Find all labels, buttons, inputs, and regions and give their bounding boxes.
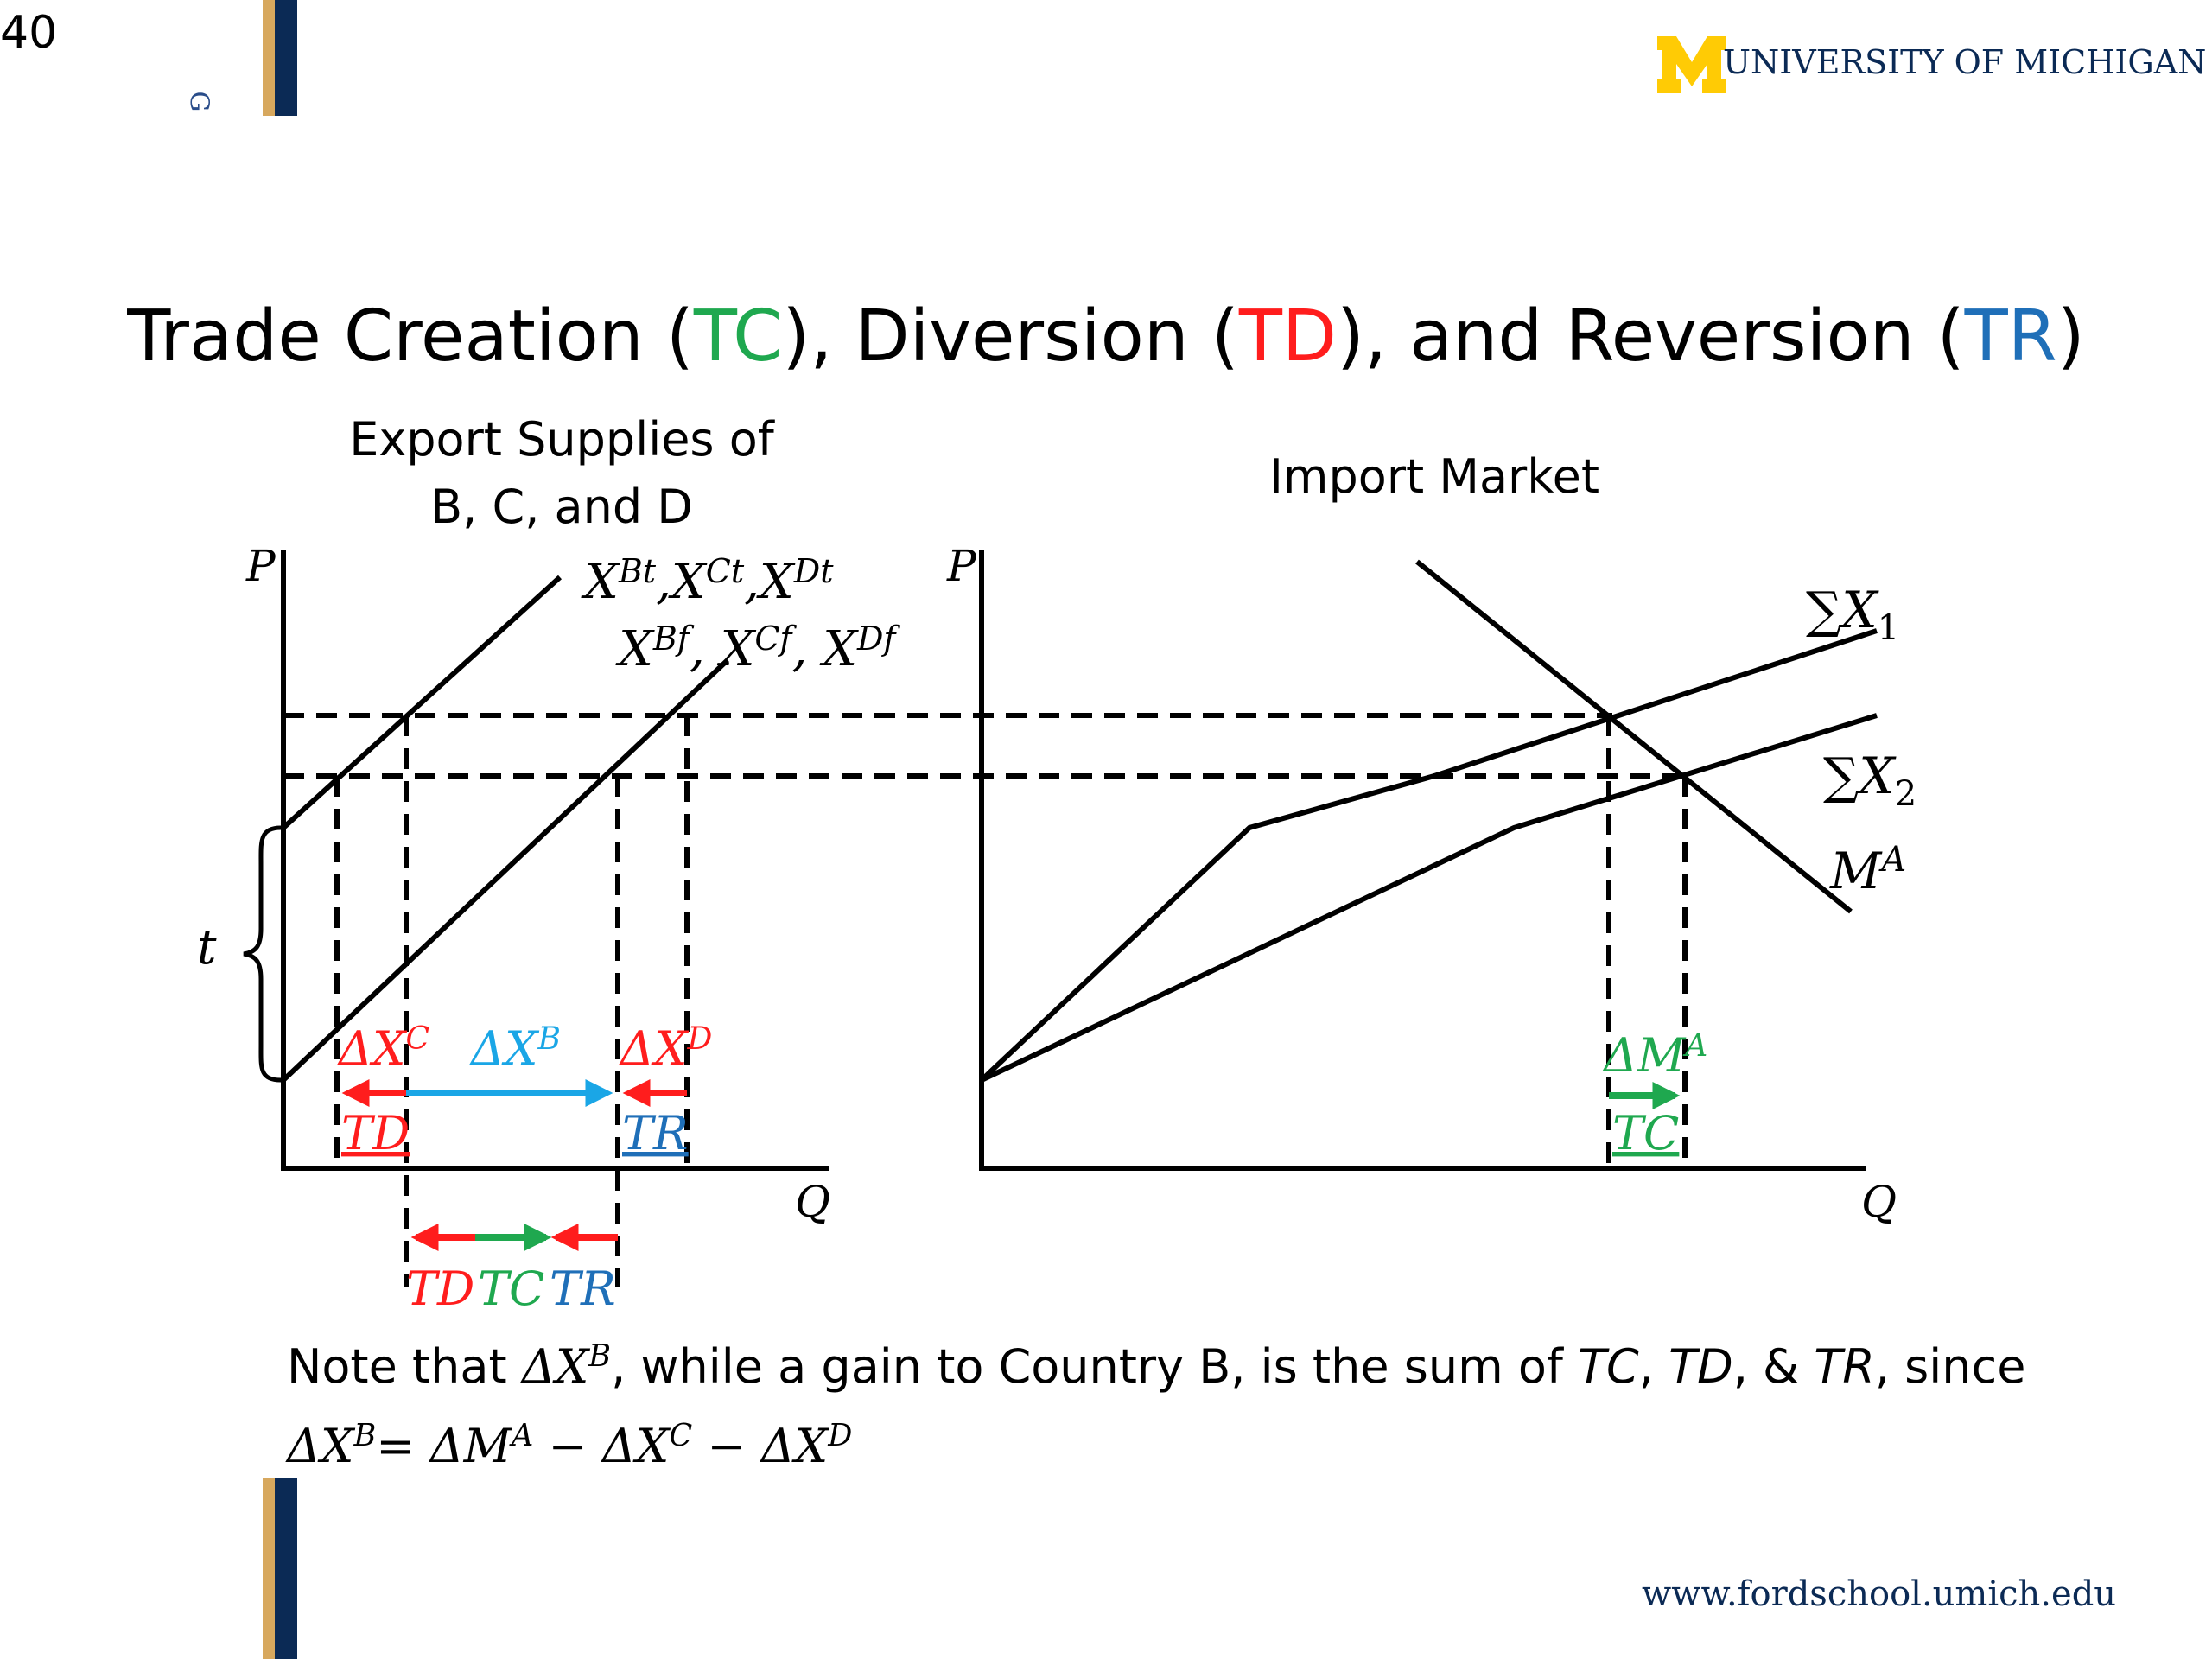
- td-label: TD: [341, 1106, 410, 1160]
- import-demand-ma: [1417, 562, 1851, 912]
- right-axis-q: Q: [1861, 1177, 1897, 1227]
- supply-free-line: [283, 660, 728, 1080]
- left-axis-q: Q: [795, 1177, 830, 1227]
- supply-tariff-label: $X^{Bt},X^{Ct},X^{Dt}$: [584, 552, 834, 610]
- dxd-label: $\Delta X^D$: [620, 1021, 713, 1076]
- tr-label: TR: [622, 1106, 689, 1160]
- explanatory-note: [287, 1322, 2025, 1481]
- tariff-brace: [244, 828, 281, 1080]
- footer-url[interactable]: www.fordschool.umich.edu: [1642, 1574, 2117, 1614]
- right-tc-label: TC: [1612, 1106, 1680, 1160]
- ma-label: $M^A$: [1830, 840, 1907, 900]
- dma-label: $\Delta M^A$: [1604, 1028, 1708, 1083]
- sum-x1-label: $\sum X_1$: [1806, 581, 1900, 648]
- sum-x2-curve: [982, 715, 1877, 1080]
- page-number: 40: [0, 7, 58, 59]
- title-tr: TR: [1964, 296, 2057, 378]
- bottom-tr: TR: [550, 1262, 616, 1316]
- university-name: UNIVERSITY OF MICHIGAN: [1723, 43, 2207, 81]
- title-td: TD: [1238, 296, 1338, 378]
- supply-free-label: $X^{Bf}$, $X^{Cf}$, $X^{Df}$: [619, 620, 896, 677]
- bottom-td: TD: [406, 1262, 475, 1316]
- sum-x1-curve: [982, 631, 1877, 1080]
- note-line-2: $\Delta X^B= \Delta M^A - \Delta X^C - \Delta X^D$: [287, 1418, 853, 1473]
- title-tc: TC: [693, 296, 783, 378]
- left-axis-p: P: [246, 541, 276, 591]
- dxc-label: $\Delta X^C$: [339, 1021, 429, 1076]
- dxb-label: $\Delta X^B$: [471, 1021, 561, 1076]
- supply-tariff-line: [283, 577, 560, 828]
- price-dashes: [283, 715, 1687, 776]
- right-panel-heading: Import Market: [1268, 449, 1599, 504]
- quantity-dashes-right: [1609, 715, 1685, 1168]
- slide-title: Trade Creation (TC), Diversion (TD), and Reversion (TR): [127, 296, 2085, 378]
- right-axes: [979, 550, 1866, 1168]
- bottom-tc: TC: [478, 1262, 545, 1316]
- right-axis-p: P: [947, 541, 976, 591]
- tariff-label: t: [197, 919, 217, 976]
- quantity-dashes-left: [337, 715, 687, 1287]
- left-panel-heading: Export Supplies of B, C, and D: [349, 412, 774, 534]
- sum-x2-label: $\sum X_2$: [1823, 747, 1917, 814]
- note-line-1: Note that $\Delta X^B$, while a gain to Country B, is the sum of TC, TD, & TR, since: [287, 1338, 2026, 1394]
- side-letter: G: [183, 91, 214, 112]
